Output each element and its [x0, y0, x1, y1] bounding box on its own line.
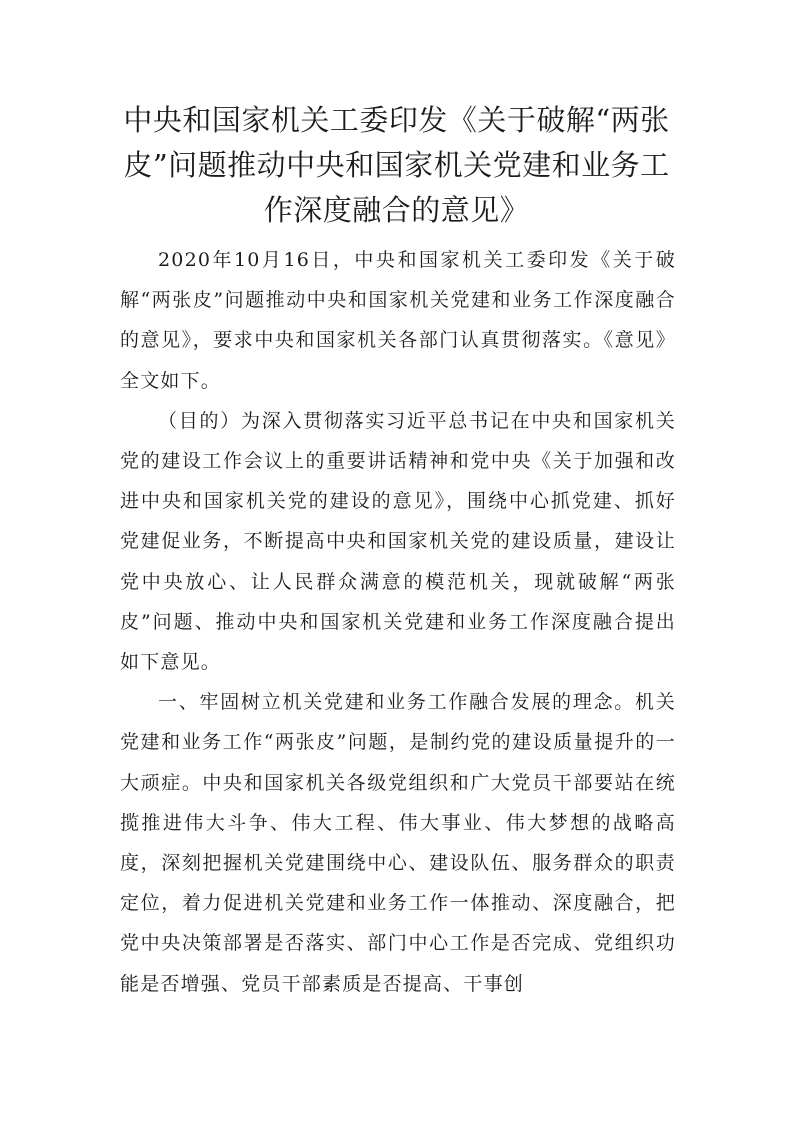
paragraph-intro: 2020年10月16日，中央和国家机关工委印发《关于破解“两张皮”问题推动中央和国家机关党建和业务工作深度融合的意见》，要求中央和国家机关各部门认真贯彻落实。《意见》全文如下。 [120, 249, 676, 392]
document-body [120, 240, 676, 1004]
paragraph-section-one: 一、牢固树立机关党建和业务工作融合发展的理念。机关党建和业务工作“两张皮”问题，是制约党的建设质量提升的一大顽症。中央和国家机关各级党组织和广大党员干部要站在统揽推进伟大斗争、伟大工程、伟大事业、伟大梦想的战略高度，深刻把握机关党建围绕中心、建设队伍、服务群众的职责定位，着力促进机关党建和业务工作一体推动、深度融合，把党中央决策部署是否落实、部门中心工作是否完成、党组织功能是否增强、党员干部素质是否提高、干事创 [120, 691, 676, 995]
paragraph-purpose: （目的）为深入贯彻落实习近平总书记在中央和国家机关党的建设工作会议上的重要讲话精神和党中央《关于加强和改进中央和国家机关党的建设的意见》，围绕中心抓党建、抓好党建促业务，不断提高中央和国家机关党的建设质量，建设让党中央放心、让人民群众满意的模范机关，现就破解“两张皮”问题、推动中央和国家机关党建和业务工作深度融合提出如下意见。 [120, 409, 676, 674]
document-title: 中央和国家机关工委印发《关于破解“两张皮”问题推动中央和国家机关党建和业务工作深度融合的意见》 [123, 103, 670, 227]
